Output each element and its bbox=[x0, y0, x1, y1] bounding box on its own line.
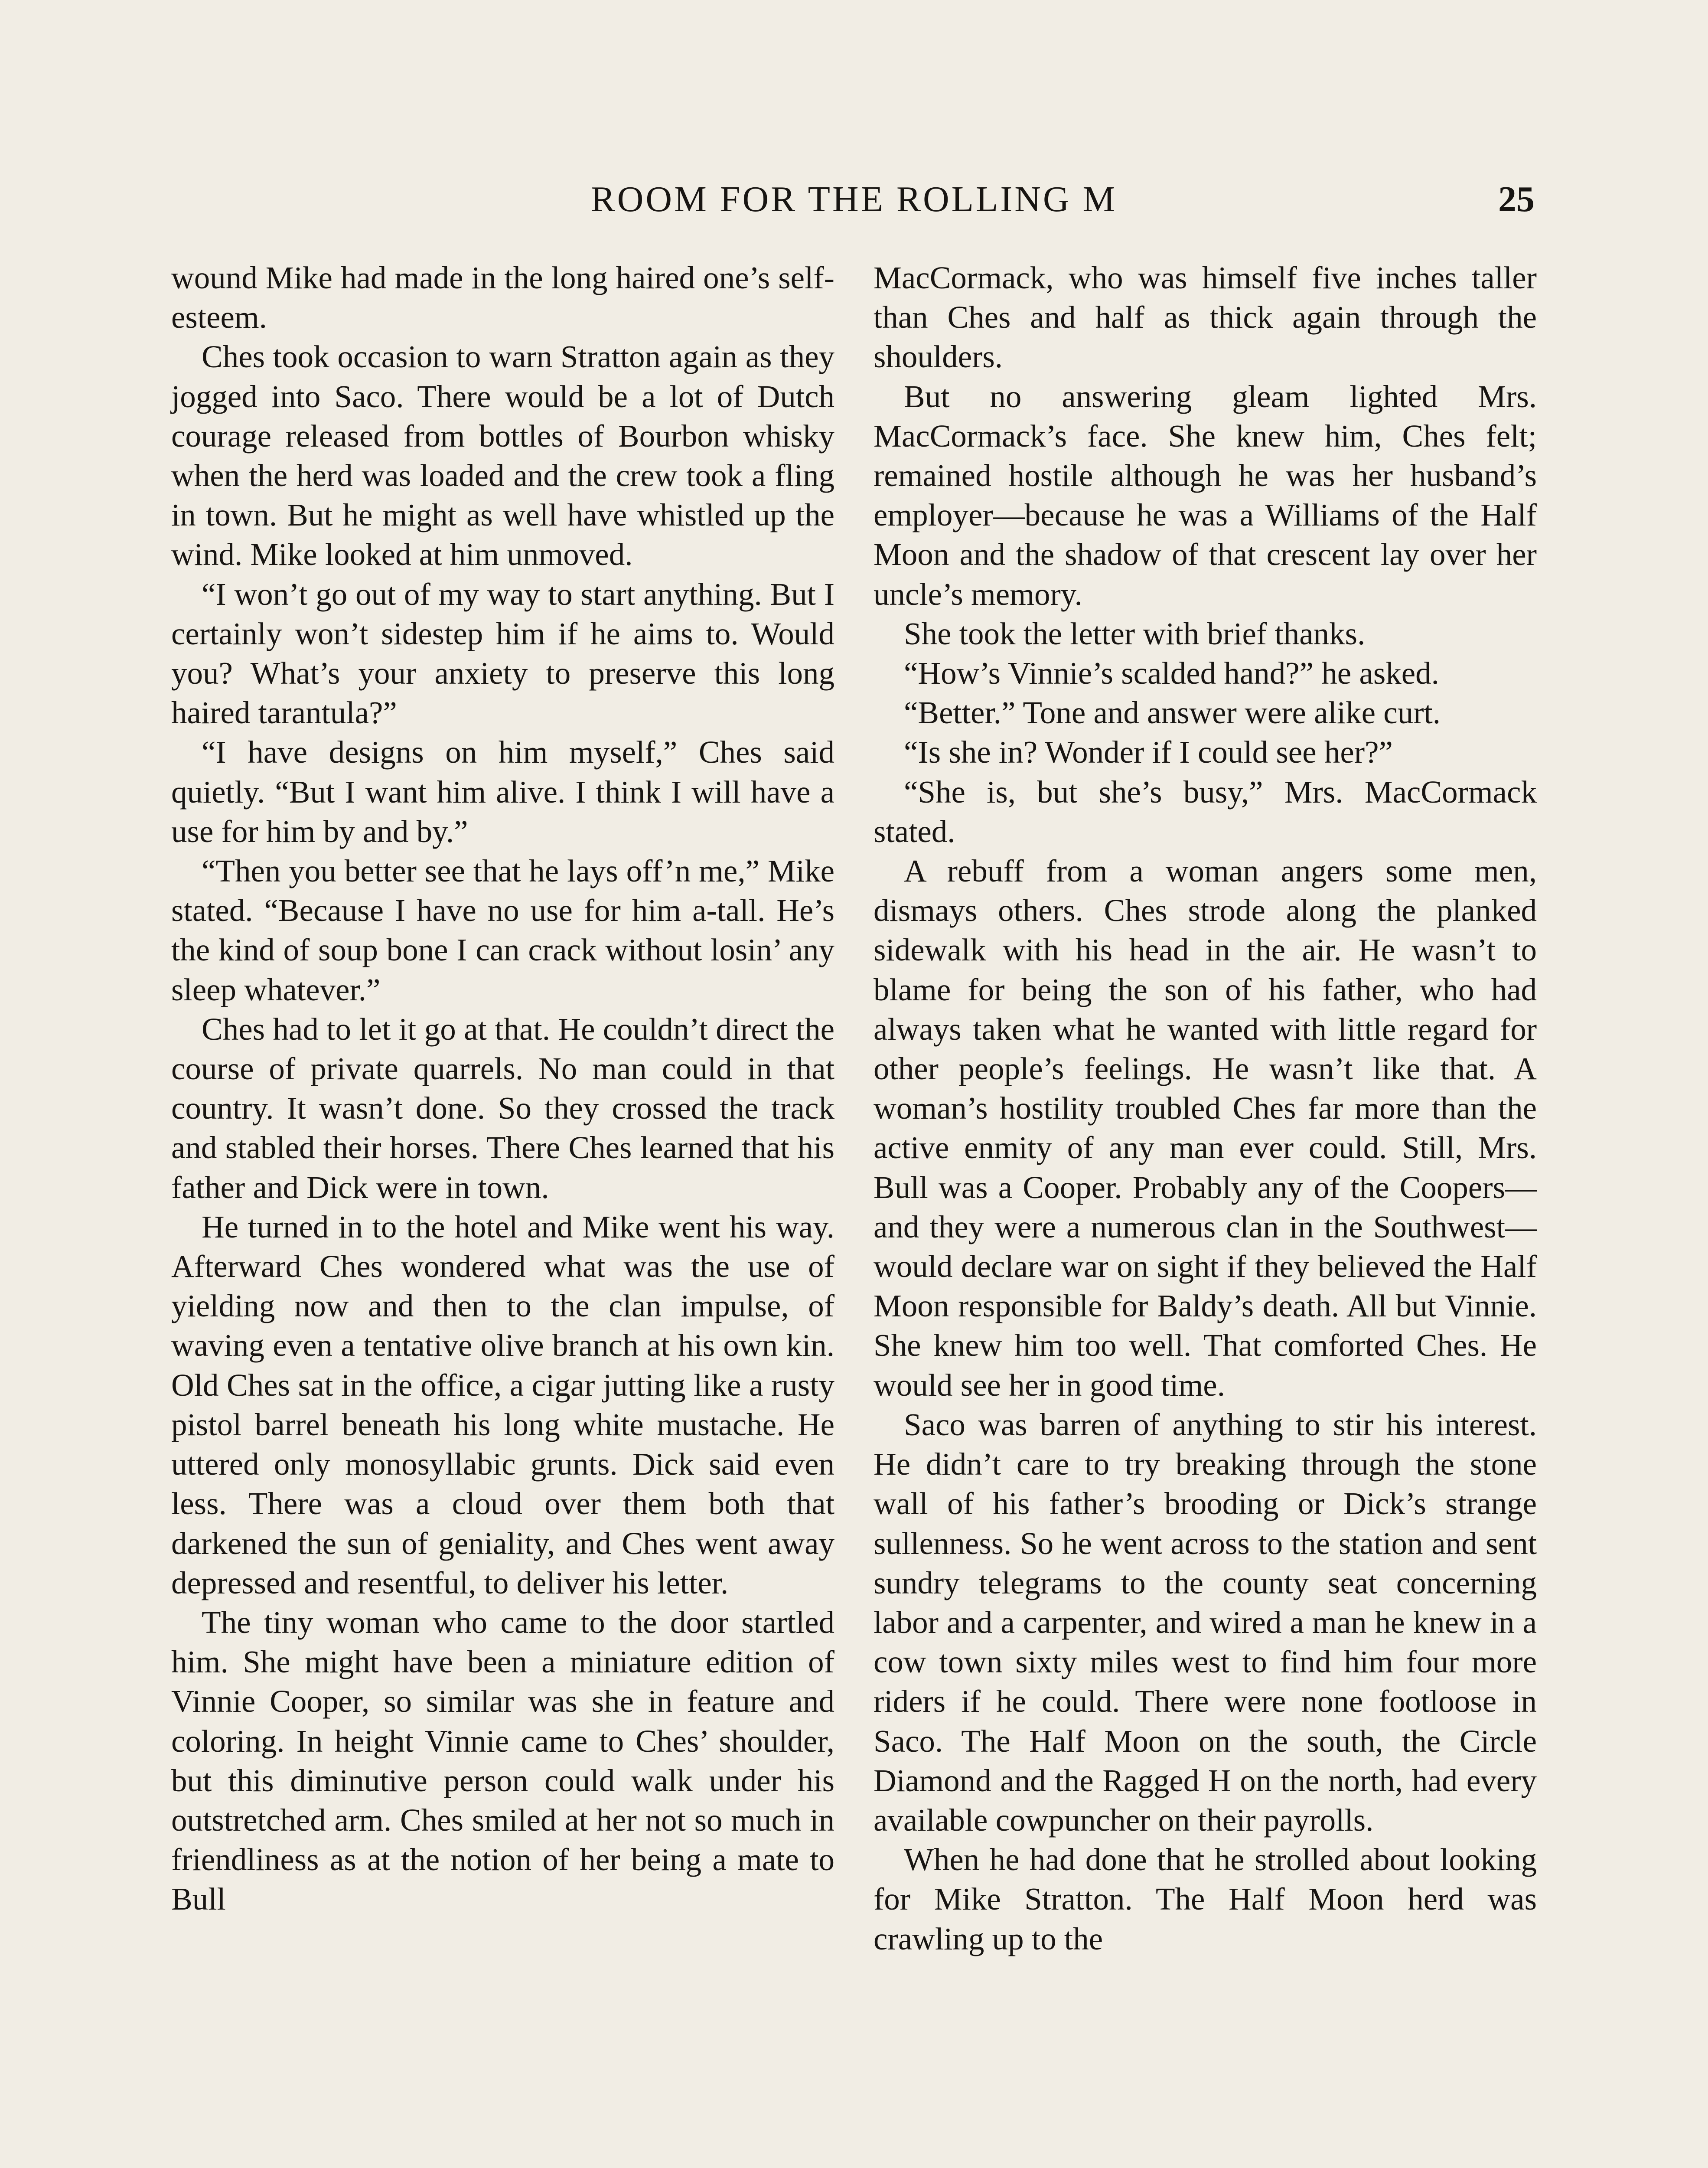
paragraph: The tiny woman who came to the door startled him. She might have been a miniature edition of Vinnie Cooper, so similar was she in feature and coloring. In height Vinnie came to Ches’ shoulder, but this diminutive person could walk under his outstretched arm. Ches smiled at her not so much in friendliness as at the notion of her being a mate to Bull bbox=[171, 1604, 834, 1917]
paragraph: Saco was barren of anything to stir his interest. He didn’t care to try breaking through the stone wall of his father’s brooding or Dick’s strange sullenness. So he went across to the station and sent sundry telegrams to the county seat concerning labor and a carpenter, and wired a man he knew in a cow town sixty miles west to find him four more riders if he could. There were none footloose in Saco. The Half Moon on the south, the Circle Diamond and the Ragged H on the north, had every available cowpuncher on their payrolls. bbox=[874, 1407, 1537, 1838]
paragraph: Ches had to let it go at that. He couldn’t direct the course of private quarrels. No man could in that country. It wasn’t done. So they crossed the track and stabled their horses. There Ches learned that his father and Dick were in town. bbox=[171, 1011, 834, 1205]
paragraph: “I won’t go out of my way to start anything. But I certainly won’t sidestep him if he aims to. Would you? What’s your anxiety to preserve this long haired tarantula?” bbox=[171, 576, 834, 731]
paragraph: Ches took occasion to warn Stratton again as they jogged into Saco. There would be a lot of Dutch courage released from bottles of Bourbon whisky when the herd was loaded and the crew took a fling in town. But he might as well have whistled up the wind. Mike looked at him unmoved. bbox=[171, 339, 834, 572]
paragraph: “Then you better see that he lays off’n me,” Mike stated. “Because I have no use for him a-tall. He’s the kind of soup bone I can crack without losin’ any sleep whatever.” bbox=[171, 853, 834, 1007]
paragraph: wound Mike had made in the long haired one’s self-esteem. bbox=[171, 260, 834, 335]
paragraph: A rebuff from a woman angers some men, dismays others. Ches strode along the planked sidewalk with his head in the air. He wasn’t to blame for being the son of his father, who had always taken what he wanted with little regard for other people’s feelings. He wasn’t like that. A woman’s hostility troubled Ches far more than the active enmity of any man ever could. Still, Mrs. Bull was a Cooper. Probably any of the Coopers—and they were a numerous clan in the Southwest—would declare war on sight if they believed the Half Moon responsible for Baldy’s death. All but Vinnie. She knew him too well. That comforted Ches. He would see her in good time. bbox=[874, 853, 1537, 1403]
header-title: ROOM FOR THE ROLLING M bbox=[590, 179, 1118, 219]
paragraph: But no answering gleam lighted Mrs. MacCormack’s face. She knew him, Ches felt; remained hostile although he was her husband’s employer—because he was a Williams of the Half Moon and the shadow of that crescent lay over her uncle’s memory. bbox=[874, 379, 1537, 612]
paragraph: When he had done that he strolled about looking for Mike Stratton. The Half Moon herd was crawling up to the bbox=[874, 1842, 1537, 1956]
paragraph: MacCormack, who was himself five inches taller than Ches and half as thick again through the shoulders. bbox=[874, 260, 1537, 375]
paragraph: “Better.” Tone and answer were alike curt. bbox=[904, 695, 1441, 731]
paragraph: “I have designs on him myself,” Ches said quietly. “But I want him alive. I think I will have a use for him by and by.” bbox=[171, 735, 834, 849]
paragraph: He turned in to the hotel and Mike went his way. Afterward Ches wondered what was the use of yielding now and then to the clan impulse, of waving even a tentative olive branch at his own kin. Old Ches sat in the office, a cigar jutting like a rusty pistol barrel beneath his long white mustache. He uttered only monosyllabic grunts. Dick said even less. There was a cloud over them both that darkened the sun of geniality, and Ches went away depressed and resentful, to deliver his letter. bbox=[171, 1209, 834, 1600]
paragraph: “She is, but she’s busy,” Mrs. MacCormack stated. bbox=[874, 774, 1537, 849]
text-column-right bbox=[874, 258, 1537, 2168]
running-header bbox=[171, 176, 1537, 223]
page-number: 25 bbox=[1498, 179, 1535, 219]
paragraph: She took the letter with brief thanks. bbox=[904, 616, 1366, 651]
text-column-left bbox=[171, 258, 834, 2168]
paragraph: “Is she in? Wonder if I could see her?” bbox=[904, 735, 1393, 770]
paragraph: “How’s Vinnie’s scalded hand?” he asked. bbox=[904, 656, 1439, 691]
